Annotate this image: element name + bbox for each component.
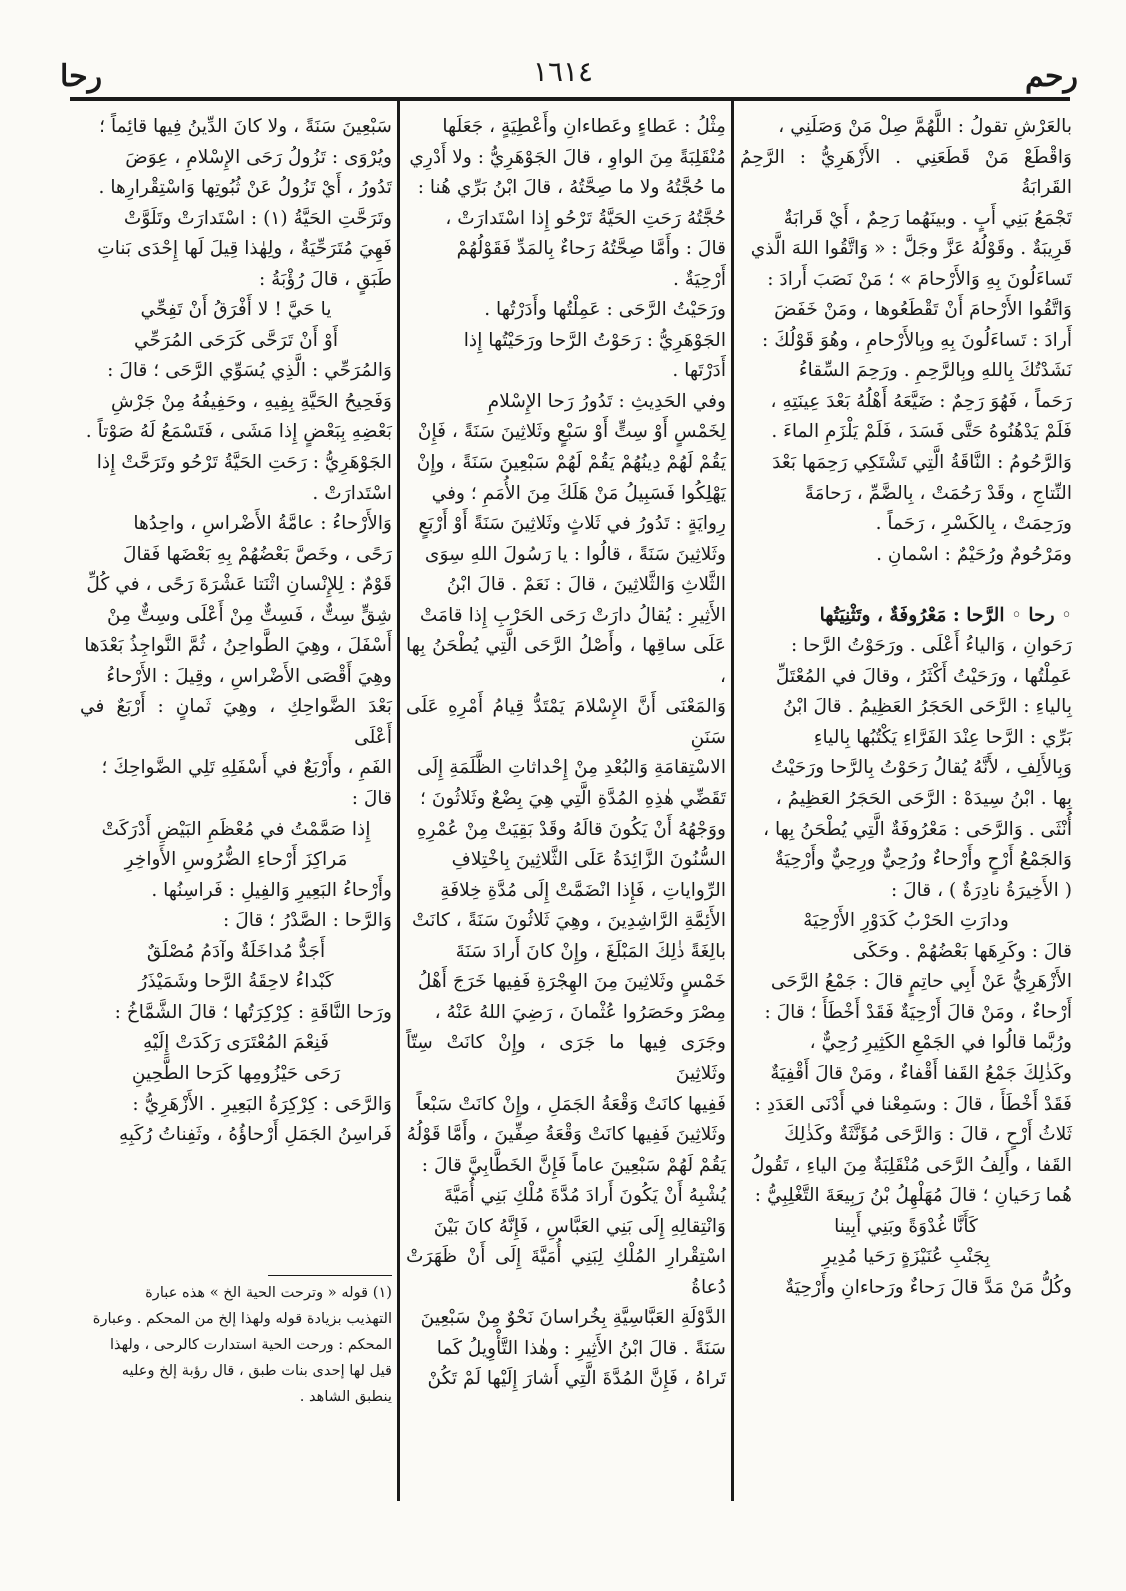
text-line: وهِيَ أَقْصَى الأَضْراسِ ، وقِيلَ : الأَرْحاءُ	[106, 665, 392, 687]
column-divider-left	[397, 101, 400, 1501]
text-line: مَراكِزَ أَرْحاءِ الضُّرُوسِ الأَواخِرِ	[124, 849, 348, 871]
text-line: ورَحِمَتْ ، بِالكَسْرِ ، رَحَماً .	[875, 513, 1072, 535]
text-line: بَعْدَ الضَّواحِكِ ، وهِيَ ثَمانٍ : أَرْبَعٌ في أَعْلَى	[80, 696, 392, 748]
text-line: الأَزْهَرِيُّ عَنْ أَبِي حاتِمٍ قالَ : جَمْعُ الرَّحَى	[770, 971, 1072, 993]
text-line: قَوْمٌ : لِلإِنْسانِ اثْنَتا عَشْرَةَ رَحًى ، في كُلِّ	[86, 574, 392, 596]
text-line: إِذا صَمَّمْتُ في مُعْظَمِ البَيْضِ أَدْرَكَتْ	[101, 818, 371, 840]
text-line: هُما رَحَيانِ ؛ قالَ مُهَلْهِلُ بْنُ رَبِيعَةَ التَّغْلِبِيُّ :	[754, 1185, 1072, 1207]
text-line: وَالرَّحا : الصَّدْرُ ؛ قالَ :	[223, 910, 392, 932]
text-line: قالَ : وكَرِهَها بَعْضُهُمْ . وحَكَى	[852, 940, 1072, 962]
text-line: كَأَنَّا غُدْوَةً وبَنِي أَبِينا	[834, 1215, 978, 1237]
text-line: فَقَدْ أَخْطَأَ ، قالَ : وسَمِعْنا في أَدْنَى العَدَدِ :	[754, 1093, 1072, 1115]
footnote-line: ينطبق الشاهد .	[299, 1388, 392, 1405]
text-line: مِصْرَ وحَصَرُوا عُثْمانَ ، رَضِيَ اللهُ عَنْهُ ،	[434, 1001, 726, 1023]
text-line: رِوايَةٍ : تَدُورُ في ثَلاثٍ وثَلاثِينَ سَنَةً أَوْ أَرْبَعٍ	[418, 513, 726, 535]
text-line: أَوْ أَنْ تَرَحَّى كَرَحَى المُرَحِّي	[134, 329, 338, 351]
text-line: وَالمُرَحِّي : الَّذِي يُسَوِّي الرَّحَى ؛ قالَ :	[107, 360, 392, 382]
header-root-word-right: رحم	[1025, 59, 1078, 94]
text-line: يُشْبِهُ أَنْ يَكُونَ أَرادَ مُدَّةَ مُلْكِ بَنِي أُمَيَّةَ	[443, 1185, 726, 1207]
footnote-line: (١) قوله « وترحت الحية الخ » هذه عبارة	[145, 1284, 392, 1301]
text-line: ◦ رحا ◦ الرَّحا : مَعْرُوفَةٌ ، وتَثْنِيَتُها	[819, 604, 1072, 626]
text-line: وَفَحِيحُ الحَيَّةِ بِفِيهِ ، وحَفِيفُهُ مِنْ جَرْشِ	[111, 390, 392, 412]
footnote	[80, 1280, 392, 1410]
text-line: ورَحا النَّاقَةِ : كِرْكِرَتُها ؛ قالَ الشَّمَّاخُ :	[114, 1001, 392, 1023]
text-line: لِخَمْسٍ أَوْ سِتٍّ أَوْ سَبْعٍ وثَلاثِينَ سَنَةً ، فَإِنْ	[417, 421, 726, 443]
text-line: تَراهُ ، فَإِنَّ المُدَّةَ الَّتِي أَشارَ إِلَيْها لَمْ تَكُنْ	[427, 1368, 726, 1390]
text-line: ورَحَيْتُ الرَّحَى : عَمِلْتُها وأَدَرْتُها .	[484, 299, 726, 321]
text-line: أَسْفَلَ ، وهِيَ الطَّواحِنُ ، ثُمَّ النَّواجِذُ بَعْدَها	[84, 635, 392, 657]
text-line: وفي الحَدِيثِ : تَدُورُ رَحا الإِسْلامِ	[487, 390, 726, 412]
header-root-word-left: رحا	[60, 59, 103, 94]
text-line: أُنْثَى . وَالرَّحَى : مَعْرُوفَةٌ الَّتِي يُطْحَنُ بِها ،	[763, 818, 1072, 840]
text-line: فَراسِنُ الجَمَلِ أَرْحاؤُهُ ، وثَفِناتُ رُكَبِهِ	[118, 1124, 392, 1146]
footnote-line: قيل لها إحدى بنات طبق ، قال رؤبة إلخ وعليه	[121, 1362, 392, 1379]
text-line: أَدَرْتَها .	[672, 360, 726, 382]
text-line: ووَجْهُهُ أَنْ يَكُونَ قالَهُ وقَدْ بَقِيَتْ مِنْ عُمْرِهِ	[416, 818, 726, 840]
text-line: بِها . ابْنُ سِيدَهْ : الرَّحَى الحَجَرُ العَظِيمُ ،	[775, 788, 1072, 810]
text-line: سَبْعِينَ سَنَةً ، ولا كانَ الدِّينُ فِيها قائِماً ؛	[99, 116, 392, 137]
text-line: الجَوْهَرِيُّ : رَحَتِ الحَيَّةُ تَرْحُو وتَرَحَّتْ إِذا	[96, 452, 392, 474]
text-line: بَعْضِهِ بِبَعْضٍ إِذا مَشَى ، فَتَسْمَعُ لَهُ صَوْتاً .	[85, 421, 392, 443]
text-line: أَجَدُّ مُداخَلَةٌ وآدَمُ مُصْلَقٌ	[146, 940, 326, 962]
text-line: بالِغَةً ذٰلِكَ المَبْلَغَ ، وإِنْ كانَ أَرادَ سَنَةَ	[455, 940, 726, 962]
text-line: وَبِالأَلِفِ ، لأَنَّهُ يُقالُ رَحَوْتُ بِالرَّحا ورَحَيْتُ	[770, 757, 1072, 779]
text-line: ودارَتِ الحَرْبُ كَدَوْرِ الأَرْحِيَهْ	[803, 910, 1009, 932]
text-line: رَحًى ، وخَصَّ بَعْضُهُمْ بِهِ بَعْضَها فَقالَ	[122, 543, 392, 565]
text-line: رَحَوانِ ، وَالياءُ أَعْلَى . ورَحَوْتُ الرَّحا :	[790, 635, 1072, 657]
text-line: الأَثِيرِ : يُقالُ دارَتْ رَحَى الحَرْبِ إِذا قامَتْ	[419, 604, 726, 626]
text-line: أَرْحِيَةٌ .	[672, 268, 726, 290]
text-line: الجَوْهَرِيُّ : رَحَوْتُ الرَّحا ورَحَيْتُها إِذا	[463, 329, 726, 351]
text-line: النِّتاجِ ، وقَدْ رَحُمَتْ ، بِالضَّمِّ ، رَحامَةً	[804, 482, 1072, 504]
text-line: نَشَدْتُكَ بِاللهِ وبِالرَّحِمِ . ورَحِمَ السِّقاءُ	[798, 360, 1072, 382]
text-line: السُّنُونَ الزَّائِدَةُ عَلَى الثَّلاثِينَ بِاخْتِلافِ	[451, 849, 726, 871]
text-line: وثَلاثِينَ فَفِيها كانَتْ وَقْعَةُ صِفِّينَ ، وأَمَّا قَوْلُهُ	[406, 1124, 726, 1146]
text-line: مِثْلُ : عَطاءٍ وعَطاءانِ وأَعْطِيَةٍ ، جَعَلَها	[442, 116, 726, 137]
footnote-line: التهذيب بزيادة قوله ولهذا إلخ من المحكم . وعبارة	[92, 1310, 392, 1327]
text-line: وَاتَّقُوا الأَرْحامَ أَنْ تَقْطَعُوها ، ومَنْ خَفَضَ	[774, 299, 1072, 321]
text-line: سَنَةً . قالَ ابْنُ الأَثِيرِ : وهٰذا التَّأْوِيلُ كَما	[436, 1337, 726, 1359]
header-rule	[70, 97, 1070, 101]
text-line: وَالأَرْحاءُ : عامَّةُ الأَضْراسِ ، واحِدُها	[133, 513, 392, 535]
text-line: أَرْحاءٌ ، ومَنْ قالَ أَرْحِيَةٌ فَقَدْ أَخْطَأَ ؛ قالَ :	[764, 1001, 1072, 1023]
text-line: بالعَرْشِ تقولُ : اللَّهُمَّ صِلْ مَنْ وَصَلَنِي ،	[778, 116, 1072, 137]
text-line: الثَّلاثِ وَالثَّلاثِينَ ، قالَ : نَعَمْ . قالَ ابْنُ	[446, 574, 726, 596]
text-line: وكُلُّ مَنْ مَدَّ قالَ رَحاءٌ ورَحاءانِ وأَرْحِيَةٌ	[784, 1276, 1072, 1298]
text-line: حُجَّتُهُ رَحَتِ الحَيَّةُ تَرْحُو إِذا اسْتَدارَتْ ،	[445, 207, 726, 229]
text-line: ثَلاثُ أَرْحٍ ، قالَ : وَالرَّحَى مُؤَنَّثَةٌ وكَذٰلِكَ	[784, 1124, 1072, 1146]
text-line: الدَّوْلَةِ العَبَّاسِيَّةِ بِخُراسانَ نَحْوٌ مِنْ سَبْعِينَ	[420, 1307, 726, 1329]
column-divider-right	[731, 101, 734, 1501]
text-line: ومَرْحُومٌ ورُحَيْمٌ : اسْمانِ .	[876, 543, 1072, 565]
text-line: يا حَيَّ ! لا أَفْرَقُ أَنْ تَفِحِّي	[140, 299, 332, 321]
text-line: قالَ : وأَمَّا صِحَّتُهُ رَحاءٌ بِالمَدِّ فَقَوْلُهُمْ	[456, 238, 726, 260]
text-line: ويُرْوَى : تَزُولُ رَحَى الإِسْلامِ ، عِوَضَ	[125, 146, 392, 168]
text-line: تَجْمَعُ بَنِي أَبٍ . وبينَهُما رَحِمٌ ، أَيْ قَرابَةٌ	[783, 207, 1072, 229]
text-line: بِجَنْبِ عُنَيْزَةٍ رَحَيا مُدِيرِ	[822, 1246, 990, 1268]
text-line: بِالياءِ : الرَّحَى الحَجَرُ العَظِيمُ . قالَ ابْنُ	[783, 696, 1072, 718]
text-line: الأَئِمَّةِ الرَّاشِدِينَ ، وهِيَ ثَلاثُونَ سَنَةً ، كانَتْ	[411, 910, 726, 932]
text-line: اسْتَدارَتْ .	[312, 482, 392, 504]
text-line: وأَرْحاءُ البَعِيرِ وَالفِيلِ : فَراسِنُها .	[151, 879, 392, 901]
text-line: رَحَى حَيْزُومِها كَرَحا الطَّحِينِ	[131, 1062, 341, 1084]
text-line: وتَرَحَّتِ الحَيَّةُ (١) : اسْتَدارَتْ وتَلَوَّتْ	[123, 207, 392, 229]
text-line: وكَذٰلِكَ جَمْعُ القَفا أَقْفاءٌ ، ومَنْ قالَ أَقْفِيَةٌ	[770, 1062, 1072, 1084]
text-line: تَساءَلُونَ بِهِ وَالأَرْحامَ » ؛ مَنْ نَصَبَ أَرادَ :	[767, 268, 1072, 290]
text-line: تَدُورُ ، أَيْ تَزُولُ عَنْ ثُبُوتِها وَاسْتِقْرارِها .	[98, 177, 392, 199]
text-line: يَهْلِكُوا فَسَبِيلُ مَنْ هَلَكَ مِنَ الأُمَمِ ؛ وفي	[431, 482, 726, 504]
text-line	[740, 570, 1072, 601]
text-line: فَهِيَ مُتَرَحِّيَةٌ ، ولِهٰذا قِيلَ لَها إِحْدَى بَناتِ	[97, 238, 392, 260]
text-line: عَمِلْتُها ، ورَحَيْتُ أَكْثَرُ ، وقالَ في المُعْتَلِّ	[775, 665, 1072, 687]
text-line: كَبْداءُ لاحِقَةُ الرَّحا وشَمَيْذَرُ	[138, 971, 334, 993]
text-line: وثَلاثِينَ سَنَةً ، قالُوا : يا رَسُولَ اللهِ سِوَى	[424, 543, 726, 565]
footnote-line: المحكم : ورحت الحية استدارت كالرحى ، ولهذا	[109, 1336, 392, 1353]
text-line: أَرادَ : تَساءَلُونَ بِهِ وبِالأَرْحامِ ، وهُوَ قَوْلُكَ :	[762, 329, 1072, 351]
text-line: الاسْتِقامَةِ وَالبُعْدِ مِنْ إِحْداثاتِ الظَّلَمَةِ إِلَى	[417, 757, 726, 779]
text-line: فَفِيها كانَتْ وَقْعَةُ الجَمَلِ ، وإِنْ كانَتْ سَبْعاً	[416, 1093, 726, 1115]
text-line: اسْتِقْرارِ المُلْكِ لِبَنِي أُمَيَّةَ إِلَى أَنْ ظَهَرَتْ دُعاةُ	[406, 1246, 726, 1298]
text-line: قالَ :	[351, 788, 392, 810]
text-line: فَنِعْمَ المُعْتَرَى رَكَدَتْ إِلَيْهِ	[142, 1032, 330, 1054]
text-line: وَالجَمْعُ أَرْحٍ وأَرْحاءٌ ورُحِيٌّ ورِحِيٌّ وأَرْحِيَةٌ	[774, 849, 1072, 871]
left-column	[80, 112, 392, 1151]
text-line: وَالرَّحَى : كِرْكِرَةُ البَعِيرِ . الأَزْهَرِيُّ :	[132, 1093, 392, 1115]
text-line: وجَرَى فِيها ما جَرَى ، وإِنْ كانَتْ سِتّاً وثَلاثِينَ	[406, 1032, 726, 1084]
text-line: فَلَمْ يَدْهُنُوهُ حَتَّى فَسَدَ ، فَلَمْ يَلْزَمِ الماءَ .	[771, 421, 1072, 443]
text-line: مُنْقَلِبَةً مِنَ الواوِ ، قالَ الجَوْهَرِيُّ : ولا أَدْرِي	[409, 146, 726, 168]
text-line: القَفا ، وأَلِفُ الرَّحَى مُنْقَلِبَةٌ مِنَ الياءِ ، تَقُولُ	[750, 1154, 1072, 1176]
text-line: وَاقْطَعْ مَنْ قَطَعَنِي . الأَزْهَرِيُّ : الرَّحِمُ القَرابَةُ	[740, 146, 1072, 199]
text-line: الرِّواياتِ ، فَإِذا انْضَمَّتْ إِلَى مُدَّةِ خِلافَةِ	[440, 879, 726, 901]
text-line: وَالمَعْنَى أَنَّ الإِسْلامَ يَمْتَدُّ قِيامُ أَمْرِهِ عَلَى سَنَنِ	[406, 696, 726, 748]
text-line: خَمْسٍ وثَلاثِينَ مِنَ الهِجْرَةِ فَفِيها خَرَجَ أَهْلُ	[417, 971, 726, 993]
text-line: تَقَضِّي هٰذِهِ المُدَّةِ الَّتِي هِيَ بِضْعٌ وثَلاثُونَ ؛	[420, 788, 726, 810]
middle-column	[406, 112, 726, 1395]
text-line: شِقٍّ سِتٌّ ، فَسِتٌّ مِنْ أَعْلَى وسِتٌّ مِنْ	[107, 604, 392, 626]
text-line: ( الأَخِيرَةُ نادِرَةٌ ) ، قالَ :	[890, 879, 1072, 901]
text-line: وَانْتِقالِهِ إِلَى بَنِي العَبَّاسِ ، فَإِنَّهُ كانَ بَيْنَ	[433, 1215, 726, 1237]
text-line: عَلَى ساقِها ، وأَصْلُ الرَّحَى الَّتِي يُطْحَنُ بِها ،	[406, 635, 726, 687]
text-line: قَرِيبَةٌ . وقَوْلُهُ عَزَّ وجَلَّ : « وَاتَّقُوا اللهَ الَّذي	[750, 238, 1072, 260]
text-line: يَقُمْ لَهُمْ سَبْعِينَ عاماً فَإِنَّ الخَطَّابِيَّ قالَ :	[421, 1154, 726, 1176]
footnote-rule	[268, 1275, 392, 1276]
text-line: طَبَقٍ ، قالَ رُؤْبَةُ :	[259, 268, 392, 290]
text-line: يَقُمْ لَهُمْ دِينُهُمْ يَقُمْ لَهُمْ سَبْعِينَ سَنَةً ، وإِنْ	[416, 452, 726, 474]
text-line: الفَمِ ، وأَرْبَعٌ في أَسْفَلِهِ تَلِي الضَّواحِكَ ؛	[101, 757, 392, 779]
right-column	[740, 112, 1072, 1303]
text-line: ورُبَّما قالُوا في الجَمْعِ الكَثِيرِ رُحِيٌّ ،	[809, 1032, 1072, 1054]
text-line: بَرِّي : الرَّحا عِنْدَ الفَرَّاءِ يَكْتُبُها بِالياءِ	[813, 726, 1072, 748]
text-line: وَالرَّحُومُ : النَّاقَةُ الَّتِي تَشْتَكِي رَحِمَها بَعْدَ	[772, 452, 1072, 474]
page-number: ١٦١٤	[532, 55, 594, 88]
text-line: ما حُجَّتُهُ ولا ما صِحَّتُهُ ، قالَ ابْنُ بَرِّي هُنا :	[417, 177, 726, 199]
text-line: رَحَماً ، فَهُوَ رَحِمٌ : ضَيَّعَهُ أَهْلُهُ بَعْدَ عِينَتِهِ ،	[770, 390, 1072, 412]
